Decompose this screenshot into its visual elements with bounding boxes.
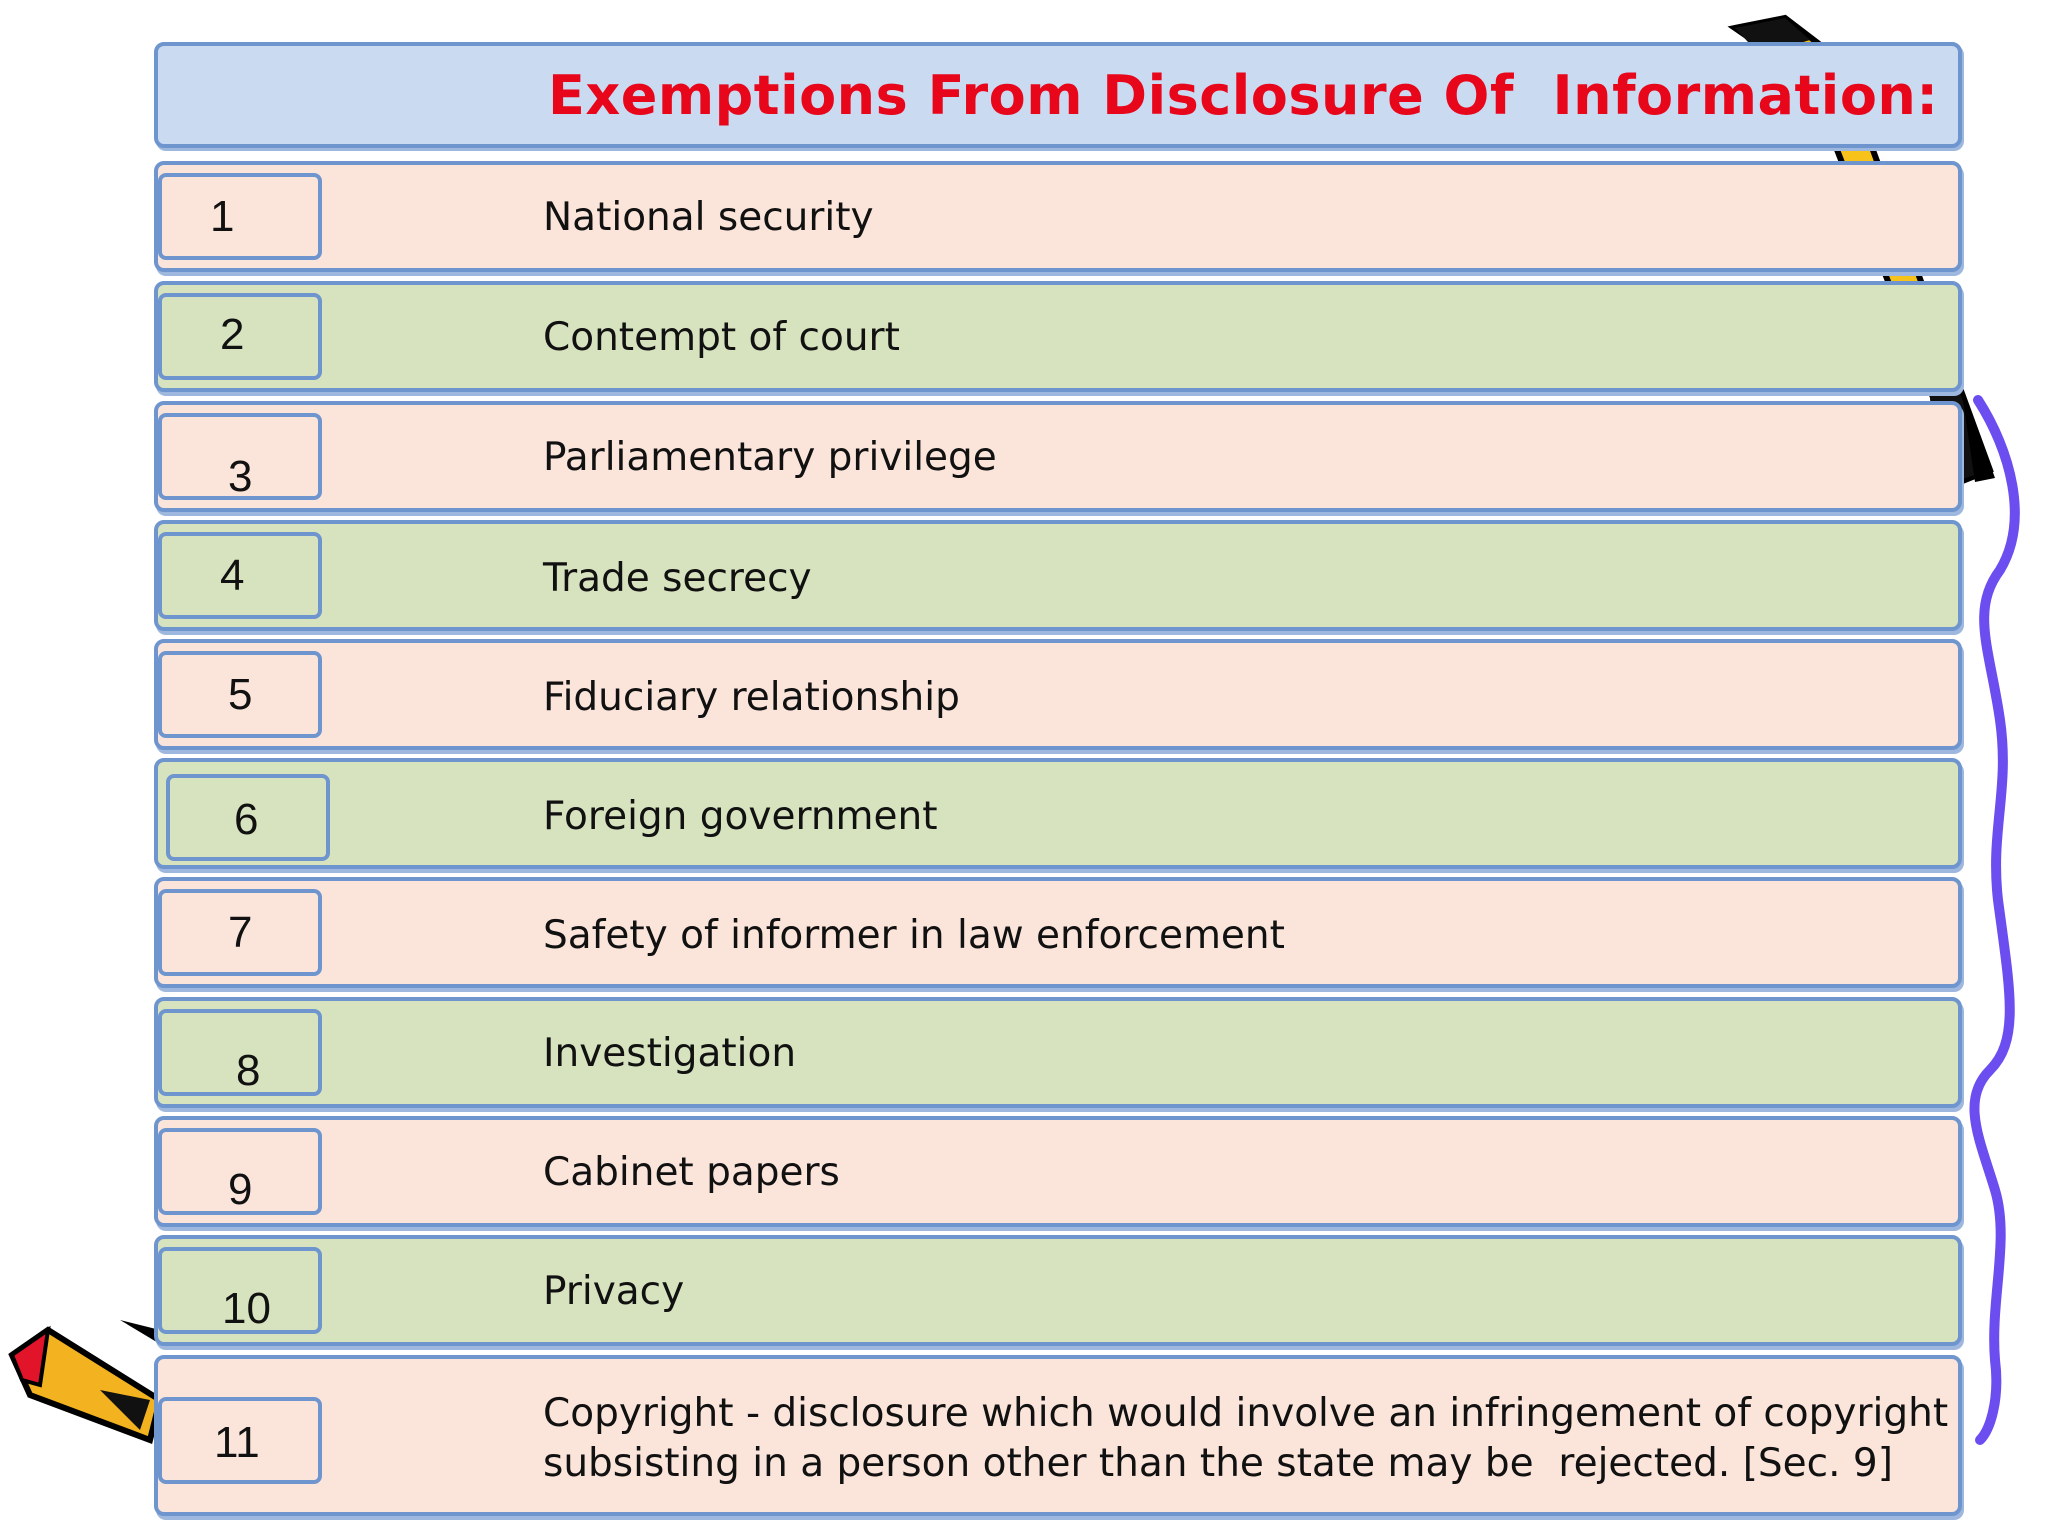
number-box bbox=[158, 1128, 322, 1215]
row-number: 10 bbox=[222, 1284, 271, 1333]
row-number: 9 bbox=[228, 1165, 253, 1214]
exemption-row bbox=[154, 401, 1962, 512]
exemption-row bbox=[154, 281, 1962, 392]
row-label: Trade secrecy bbox=[543, 556, 812, 601]
row-number: 8 bbox=[236, 1046, 261, 1095]
number-box bbox=[158, 413, 322, 500]
exemption-row bbox=[154, 1235, 1962, 1346]
exemption-row bbox=[154, 639, 1962, 750]
number-box bbox=[166, 774, 330, 861]
row-number: 1 bbox=[210, 192, 235, 241]
number-box bbox=[158, 889, 322, 976]
purple-scribble bbox=[1974, 400, 2014, 1440]
exemption-row bbox=[154, 520, 1962, 631]
exemption-row bbox=[154, 1116, 1962, 1227]
number-box bbox=[158, 173, 322, 260]
exemption-row bbox=[154, 1355, 1962, 1516]
exemption-row bbox=[154, 161, 1962, 272]
exemption-row bbox=[154, 877, 1962, 988]
row-number: 7 bbox=[228, 908, 253, 957]
page-title: Exemptions From Disclosure Of Information: bbox=[548, 64, 1939, 127]
row-number: 6 bbox=[234, 795, 259, 844]
row-label: Cabinet papers bbox=[543, 1150, 840, 1195]
number-box bbox=[158, 293, 322, 380]
number-box bbox=[158, 651, 322, 738]
row-label: Copyright - disclosure which would involve an infringement of copyright subsisting in a person other than the state may be rejected. [Sec. 9] bbox=[543, 1391, 1949, 1486]
number-box bbox=[158, 532, 322, 619]
number-box bbox=[158, 1397, 322, 1484]
row-label: Parliamentary privilege bbox=[543, 435, 997, 480]
row-label: Foreign government bbox=[543, 794, 938, 839]
number-box bbox=[158, 1009, 322, 1096]
exemption-row bbox=[154, 997, 1962, 1108]
number-box bbox=[158, 1247, 322, 1334]
row-label: Investigation bbox=[543, 1031, 797, 1076]
row-label: National security bbox=[543, 195, 874, 240]
row-number: 11 bbox=[214, 1418, 260, 1467]
row-label: Fiduciary relationship bbox=[543, 675, 960, 720]
row-number: 3 bbox=[228, 452, 253, 501]
row-number: 2 bbox=[220, 310, 245, 359]
row-number: 4 bbox=[220, 551, 245, 600]
exemption-row bbox=[154, 758, 1962, 869]
title-bar bbox=[154, 42, 1962, 148]
row-label: Contempt of court bbox=[543, 315, 900, 360]
row-number: 5 bbox=[228, 670, 253, 719]
row-label: Safety of informer in law enforcement bbox=[543, 913, 1285, 958]
row-label: Privacy bbox=[543, 1269, 685, 1314]
